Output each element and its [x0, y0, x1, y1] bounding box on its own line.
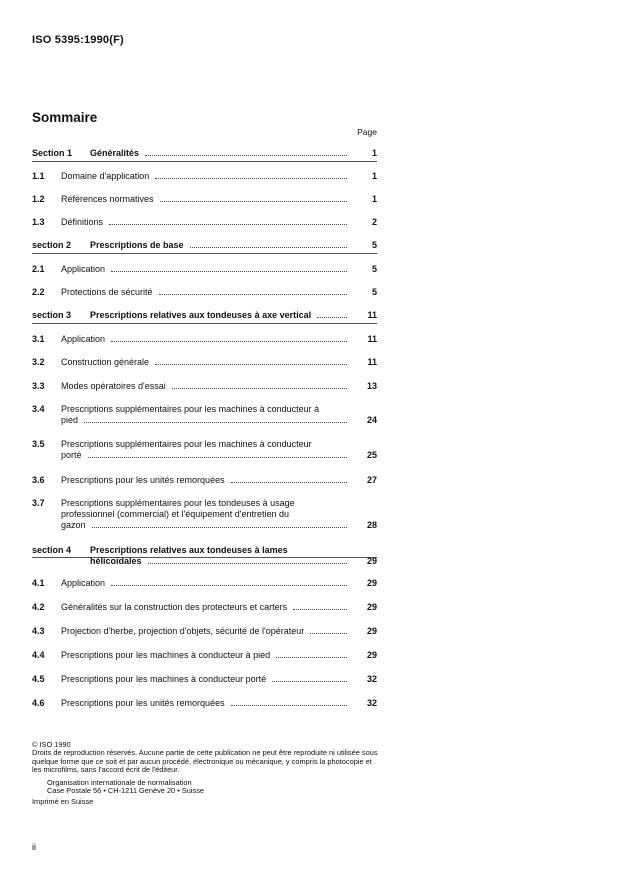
dot-leader	[111, 585, 347, 586]
dot-leader	[84, 422, 347, 423]
toc-entry-title-line: Prescriptions de base	[90, 240, 184, 250]
toc-entry-title	[61, 674, 351, 685]
toc-entry-number: 4.4	[32, 650, 45, 660]
dot-leader	[276, 657, 347, 658]
copyright-line: © ISO 1990	[32, 740, 71, 749]
copyright-footer	[32, 741, 382, 807]
dot-leader	[88, 457, 347, 458]
toc-entry-title	[61, 498, 351, 531]
toc-entry[interactable]	[32, 194, 377, 205]
toc-entry-title	[61, 217, 351, 228]
toc-entry[interactable]	[32, 698, 377, 709]
printed-in: Imprimé en Suisse	[32, 797, 94, 807]
toc-entry-number: 3.7	[32, 498, 45, 508]
toc-entry-title-line: Construction générale	[61, 357, 150, 367]
dot-leader	[160, 201, 347, 202]
toc-entry-title	[90, 148, 351, 159]
rights-notice: Droits de reproduction réservés. Aucune partie de cette publication ne peut être reproduite ni utilisée sous quelque forme que ce soit et par aucun procédé, électronique ou mécanique, y compris la photocopie et les microfilms, sans l'accord écrit de l'éditeur.	[32, 748, 378, 775]
toc-entry-number: 4.1	[32, 578, 45, 588]
toc-entry[interactable]	[32, 217, 377, 228]
toc-entry-title-line: Définitions	[61, 217, 104, 227]
toc-page-number: 1	[371, 171, 377, 181]
dot-leader	[190, 247, 347, 248]
toc-entry-title-line: Prescriptions supplémentaires pour les machines à conducteur	[61, 439, 312, 449]
toc-entry-title	[61, 287, 351, 298]
section-rule	[32, 323, 377, 324]
toc-entry-title	[61, 578, 351, 589]
toc-entry-number: 4.6	[32, 698, 45, 708]
toc-entry-title-line: Généralités sur la construction des protecteurs et carters	[61, 602, 288, 612]
toc-entry-title	[61, 602, 351, 613]
toc-entry-title-line: Prescriptions relatives aux tondeuses à lames	[90, 545, 288, 555]
toc-entry-title	[61, 171, 351, 182]
toc-entry-title-line: Domaine d'application	[61, 171, 150, 181]
toc-entry-title	[61, 626, 351, 637]
toc-entry-title-line: Prescriptions pour les unités remorquées	[61, 698, 225, 708]
toc-page-number: 25	[366, 450, 377, 460]
toc-entry[interactable]	[32, 578, 377, 589]
dot-leader	[159, 294, 347, 295]
toc-entry-title	[90, 545, 351, 567]
toc-page-number: 29	[366, 650, 377, 660]
toc-page-number: 28	[366, 520, 377, 530]
toc-entry-title-line: Généralités	[90, 148, 140, 158]
toc-entry-number: 3.3	[32, 381, 45, 391]
toc-page-number: 29	[366, 578, 377, 588]
toc-entry[interactable]	[32, 381, 377, 392]
toc-entry[interactable]	[32, 626, 377, 637]
toc-section-entry[interactable]	[32, 545, 377, 567]
toc-entry[interactable]	[32, 264, 377, 275]
toc-page-number: 13	[366, 381, 377, 391]
page-title: Sommaire	[32, 110, 98, 125]
toc-entry-title-line: Prescriptions pour les unités remorquées	[61, 475, 225, 485]
toc-entry-title-line: Application	[61, 334, 106, 344]
toc-page-number: 11	[367, 357, 377, 367]
toc-entry-title	[61, 650, 351, 661]
toc-page-number: 1	[371, 148, 377, 158]
toc-entry-number: 3.2	[32, 357, 45, 367]
toc-entry-title-line: Prescriptions pour les machines à conducteur à pied	[61, 650, 271, 660]
dot-leader	[148, 563, 347, 564]
toc-entry-title-line: Prescriptions supplémentaires pour les tondeuses à usage	[61, 498, 295, 508]
toc-entry-title-line: gazon	[61, 520, 86, 530]
toc-entry-title	[61, 334, 351, 345]
toc-entry-title	[61, 439, 351, 461]
toc-entry[interactable]	[32, 404, 377, 426]
organization-address: Case Postale 56 • CH-1211 Genève 20 • Suisse	[47, 786, 205, 796]
toc-entry[interactable]	[32, 475, 377, 486]
toc-section-entry[interactable]	[32, 148, 377, 159]
toc-entry-number: section 3	[32, 310, 72, 320]
toc-entry[interactable]	[32, 650, 377, 661]
toc-page-number: 2	[371, 217, 377, 227]
section-rule	[32, 253, 377, 254]
toc-page-number: 29	[366, 602, 377, 612]
toc-page-number: 1	[371, 194, 377, 204]
toc-entry[interactable]	[32, 334, 377, 345]
toc-page-number: 5	[371, 240, 377, 250]
toc-entry-title-line: pied	[61, 415, 79, 425]
toc-entry-number: 1.2	[32, 194, 45, 204]
dot-leader	[155, 178, 347, 179]
toc-section-entry[interactable]	[32, 240, 377, 251]
toc-entry-title-line: Application	[61, 264, 106, 274]
toc-entry-title-line: Projection d'herbe, projection d'objets, sécurité de l'opérateur	[61, 626, 305, 636]
toc-entry-title-line: Protections de sécurité	[61, 287, 153, 297]
organization-name: Organisation internationale de normalisation	[47, 777, 192, 787]
toc-entry[interactable]	[32, 439, 377, 461]
dot-leader	[109, 224, 347, 225]
toc-entry-number: 3.4	[32, 404, 45, 414]
toc-entry[interactable]	[32, 602, 377, 613]
toc-entry[interactable]	[32, 674, 377, 685]
toc-entry-number: 1.3	[32, 217, 45, 227]
toc-entry-title	[61, 357, 351, 368]
dot-leader	[272, 681, 347, 682]
toc-entry-title	[61, 698, 351, 709]
dot-leader	[293, 609, 347, 610]
toc-page-number: 5	[371, 287, 377, 297]
toc-page-number: 24	[366, 415, 377, 425]
toc-entry[interactable]	[32, 287, 377, 298]
toc-entry-title-line: Prescriptions supplémentaires pour les machines à conducteur à	[61, 404, 320, 414]
toc-page-number: 29	[366, 626, 377, 636]
toc-entry-title	[61, 475, 351, 486]
toc-entry-number: 3.5	[32, 439, 45, 449]
dot-leader	[92, 527, 347, 528]
dot-leader	[231, 705, 347, 706]
toc-entry-number: 4.5	[32, 674, 45, 684]
dot-leader	[111, 341, 347, 342]
toc-entry-title-line: Modes opératoires d'essai	[61, 381, 166, 391]
toc-entry-title-line: porté	[61, 450, 82, 460]
section-rule	[32, 161, 377, 162]
toc-page-number: 32	[366, 698, 377, 708]
toc-entry-title	[61, 264, 351, 275]
toc-entry-number: 1.1	[32, 171, 45, 181]
toc-page-number: 27	[366, 475, 377, 485]
toc-entry-title	[61, 381, 351, 392]
toc-entry-title-line: Prescriptions relatives aux tondeuses à axe vertical	[90, 310, 312, 320]
toc-page-number: 29	[366, 556, 377, 566]
toc-entry-number: 4.2	[32, 602, 45, 612]
page-number: ii	[32, 842, 36, 852]
toc-entry[interactable]	[32, 357, 377, 368]
toc-entry-number: 3.6	[32, 475, 45, 485]
toc-entry-number: Section 1	[32, 148, 73, 158]
toc-entry-number: 2.2	[32, 287, 45, 297]
toc-page-number: 32	[366, 674, 377, 684]
toc-page-number: 11	[367, 334, 377, 344]
toc-page-number: 5	[371, 264, 377, 274]
toc-entry-number: 3.1	[32, 334, 45, 344]
toc-entry-title-line: Application	[61, 578, 106, 588]
toc-entry[interactable]	[32, 171, 377, 182]
toc-section-entry[interactable]	[32, 310, 377, 321]
toc-entry-title	[61, 404, 351, 426]
toc-entry-title-line: Références normatives	[61, 194, 154, 204]
toc-entry-title-line: professionnel (commercial) et l'équipement d'entretien du	[61, 509, 290, 519]
toc-entry-number: 2.1	[32, 264, 45, 274]
toc-entry[interactable]	[32, 498, 377, 531]
toc-entry-number: section 4	[32, 545, 72, 555]
dot-leader	[310, 633, 347, 634]
toc-page-number: 11	[367, 310, 377, 320]
toc-entry-number: 4.3	[32, 626, 45, 636]
dot-leader	[172, 388, 347, 389]
document-header: ISO 5395:1990(F)	[32, 34, 124, 46]
page-column-label: Page	[357, 127, 377, 137]
toc-entry-number: section 2	[32, 240, 72, 250]
dot-leader	[111, 271, 347, 272]
toc-entry-title	[61, 194, 351, 205]
dot-leader	[317, 317, 347, 318]
toc-entry-title	[90, 240, 351, 251]
toc-entry-title	[90, 310, 351, 321]
dot-leader	[155, 364, 347, 365]
toc-entry-title-line: Prescriptions pour les machines à conducteur porté	[61, 674, 267, 684]
dot-leader	[231, 482, 347, 483]
toc-entry-title-line: hélicoïdales	[90, 556, 142, 566]
dot-leader	[145, 155, 347, 156]
